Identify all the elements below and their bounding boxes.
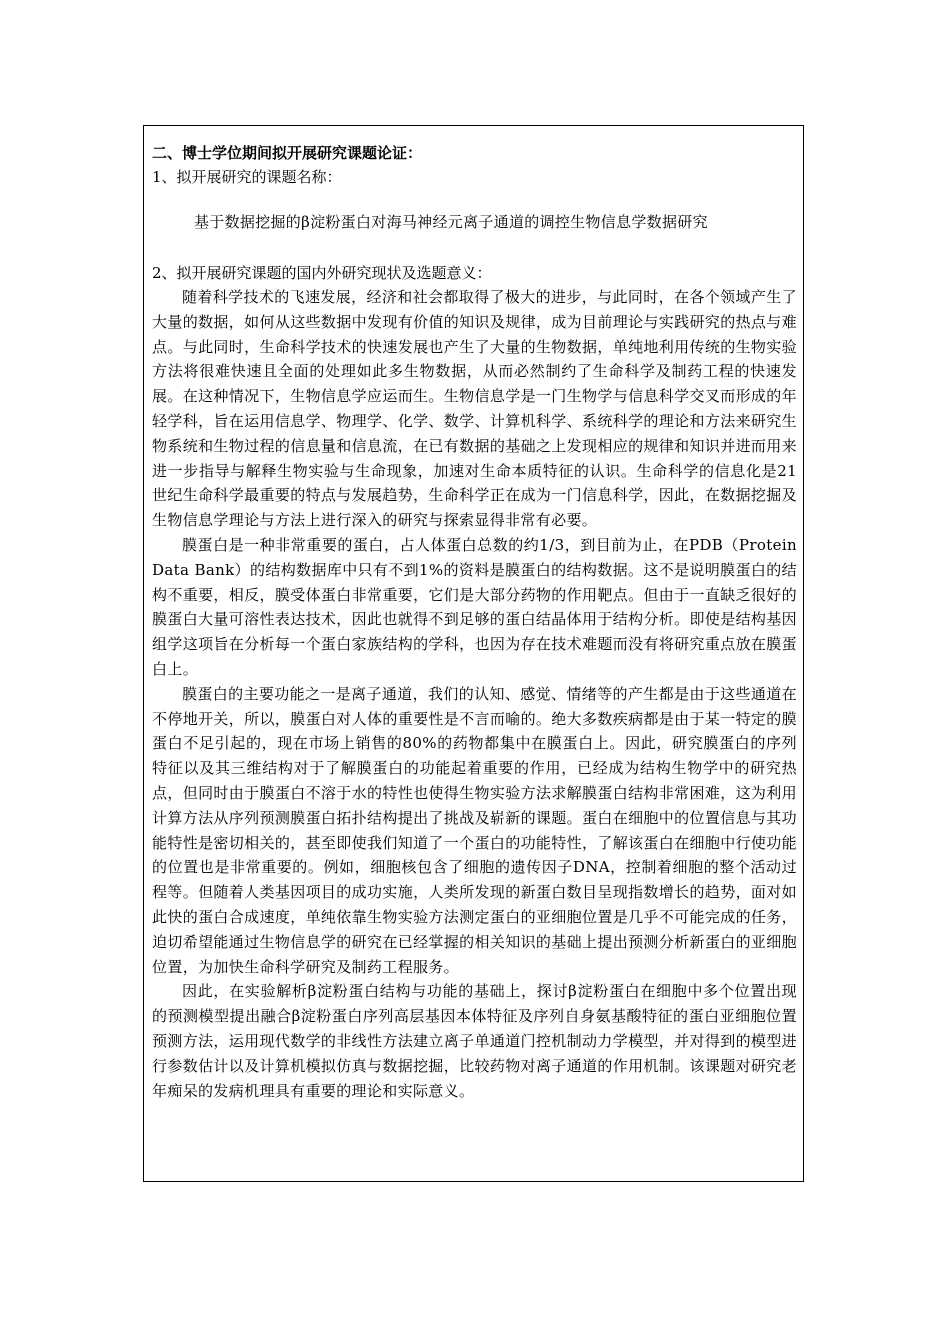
document-content bbox=[152, 141, 797, 1103]
paragraph-ion-channel: 膜蛋白的主要功能之一是离子通道，我们的认知、感觉、情绪等的产生都是由于这些通道在不停地开关，所以，膜蛋白对人体的重要性是不言而喻的。绝大多数疾病都是由于某一特定的膜蛋白不足引起的，现在市场上销售的80%的药物都集中在膜蛋白上。因此，研究膜蛋白的序列特征以及其三维结构对于了解膜蛋白的功能起着重要的作用，已经成为结构生物学中的研究热点，但同时由于膜蛋白不溶于水的特性也使得生物实验方法求解膜蛋白结构非常困难，这为利用计算方法从序列预测膜蛋白拓扑结构提出了挑战及崭新的课题。蛋白在细胞中的位置信息与其功能特性是密切相关的，甚至即使我们知道了一个蛋白的功能特性，了解该蛋白在细胞中行使功能的位置也是非常重要的。例如，细胞核包含了细胞的遗传因子DNA，控制着细胞的整个活动过程等。但随着人类基因项目的成功实施，人类所发现的新蛋白数目呈现指数增长的趋势，面对如此快的蛋白合成速度，单纯依靠生物实验方法测定蛋白的亚细胞位置是几乎不可能完成的任务，迫切希望能通过生物信息学的研究在已经掌握的相关知识的基础上提出预测分析新蛋白的亚细胞位置，为加快生命科学研究及制药工程服务。 bbox=[152, 684, 797, 976]
topic-name-label: 1、拟开展研究的课题名称： bbox=[152, 168, 342, 186]
paragraph-conclusion: 因此，在实验解析β淀粉蛋白结构与功能的基础上，探讨β淀粉蛋白在细胞中多个位置出现的预测模型提出融合β淀粉蛋白序列高层基因本体特征及序列自身氨基酸特征的蛋白亚细胞位置预测方法，运用现代数学的非线性方法建立离子单通道门控机制动力学模型，并对得到的模型进行参数估计以及计算机模拟仿真与数据挖掘，比较药物对离子通道的作用机制。该课题对研究老年痴呆的发病机理具有重要的理论和实际意义。 bbox=[152, 982, 797, 1100]
section-heading: 二、博士学位期间拟开展研究课题论证： bbox=[152, 144, 423, 162]
research-status-label: 2、拟开展研究课题的国内外研究现状及选题意义： bbox=[152, 264, 492, 282]
topic-title: 基于数据挖掘的β淀粉蛋白对海马神经元离子通道的调控生物信息学数据研究 bbox=[194, 213, 708, 231]
paragraph-background: 随着科学技术的飞速发展，经济和社会都取得了极大的进步，与此同时，在各个领域产生了大量的数据，如何从这些数据中发现有价值的知识及规律，成为目前理论与实践研究的热点与难点。与此同时，生命科学技术的快速发展也产生了大量的生物数据，单纯地利用传统的生物实验方法将很难快速且全面的处理如此多生物数据，从而必然制约了生命科学及制药工程的快速发展。在这种情况下，生物信息学应运而生。生物信息学是一门生物学与信息科学交叉而形成的年轻学科，旨在运用信息学、物理学、化学、数学、计算机科学、系统科学的理论和方法来研究生物系统和生物过程的信息量和信息流，在已有数据的基础之上发现相应的规律和知识并进而用来进一步指导与解释生物实验与生命现象，加速对生命本质特征的认识。生命科学的信息化是21世纪生命科学最重要的特点与发展趋势，生命科学正在成为一门信息科学，因此，在数据挖掘及生物信息学理论与方法上进行深入的研究与探索显得非常有必要。 bbox=[152, 288, 797, 530]
paragraph-membrane-protein: 膜蛋白是一种非常重要的蛋白，占人体蛋白总数的约1/3，到目前为止，在PDB（Protein Data Bank）的结构数据库中只有不到1%的资料是膜蛋白的结构数据。这不是说明膜蛋白的结构不重要，相反，膜受体蛋白非常重要，它们是大部分药物的作用靶点。但由于一直缺乏很好的膜蛋白大量可溶性表达技术，因此也就得不到足够的蛋白结晶体用于结构分析。即使是结构基因组学这项旨在分析每一个蛋白家族结构的学科，也因为存在技术难题而没有将研究重点放在膜蛋白上。 bbox=[152, 535, 797, 678]
document-frame bbox=[143, 125, 804, 1182]
